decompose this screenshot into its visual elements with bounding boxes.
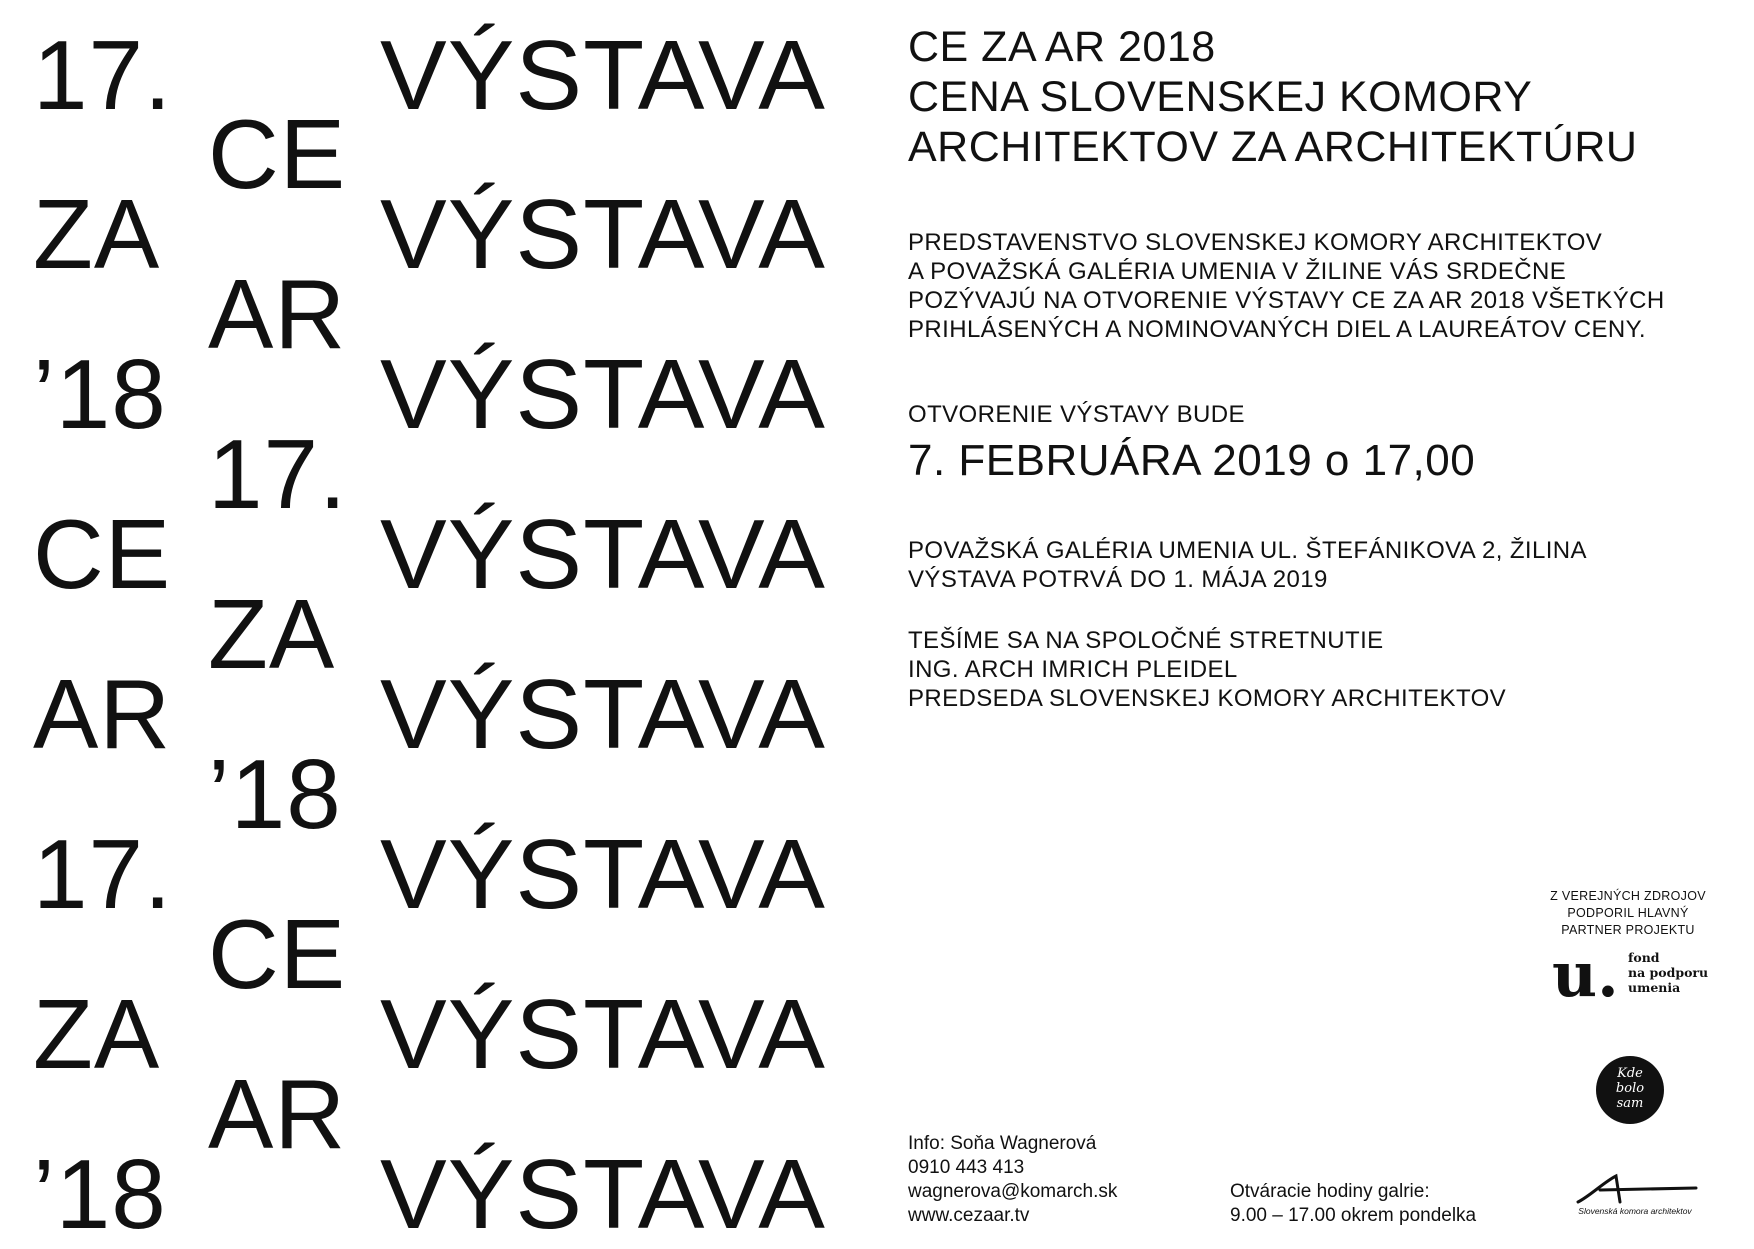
kde-bolo-logo — [1596, 1056, 1664, 1124]
contact-phone: 0910 443 413 — [908, 1157, 1025, 1178]
badge-line: sam — [1616, 1096, 1644, 1111]
graphic-word: ’18 — [208, 739, 342, 849]
graphic-word: ZA — [208, 579, 336, 689]
title-line: CE ZA AR 2018 — [908, 23, 1216, 71]
graphic-word: AR — [33, 659, 172, 769]
graphic-word: 17. — [33, 819, 173, 929]
fnpu-line: fond — [1628, 950, 1660, 965]
graphic-word: CE — [33, 499, 172, 609]
venue-text — [908, 536, 1587, 594]
closing-line: PREDSEDA SLOVENSKEJ KOMORY ARCHITEKTOV — [908, 685, 1507, 712]
ska-caption: Slovenská komora architektov — [1578, 1206, 1692, 1216]
title-line: CENA SLOVENSKEJ KOMORY — [908, 73, 1533, 121]
contact-name: Info: Soňa Wagnerová — [908, 1133, 1097, 1154]
graphic-word: AR — [208, 259, 347, 369]
graphic-word: CE — [208, 899, 347, 1009]
invitation-line: PRIHLÁSENÝCH A NOMINOVANÝCH DIEL A LAUREÁTOV CENY. — [908, 316, 1646, 343]
support-line: PARTNER PROJEKTU — [1561, 923, 1695, 937]
graphic-word: ZA — [33, 979, 161, 1089]
graphic-word: 17. — [208, 419, 348, 529]
support-note — [1528, 888, 1728, 939]
graphic-word: CE — [208, 99, 347, 209]
invitation-line: PREDSTAVENSTVO SLOVENSKEJ KOMORY ARCHITEKTOV — [908, 229, 1603, 256]
contact-email[interactable]: wagnerova@komarch.sk — [908, 1181, 1118, 1202]
ska-mark-icon — [1570, 1172, 1700, 1206]
vystava-word: VÝSTAVA — [380, 499, 826, 609]
badge-line: Kde — [1617, 1066, 1643, 1081]
opening-hours — [1230, 1180, 1476, 1228]
graphic-word: 17. — [33, 20, 173, 130]
hours-value: 9.00 – 17.00 okrem pondelka — [1230, 1205, 1477, 1226]
fnpu-wordmark — [1628, 950, 1708, 995]
closing-text — [908, 626, 1506, 713]
contact-website[interactable]: www.cezaar.tv — [908, 1205, 1030, 1226]
opening-label: OTVORENIE VÝSTAVY BUDE — [908, 401, 1245, 428]
invitation-line: A POVAŽSKÁ GALÉRIA UMENIA V ŽILINE VÁS SRDEČNE — [908, 258, 1567, 285]
vystava-word: VÝSTAVA — [380, 1139, 826, 1249]
support-line: PODPORIL HLAVNÝ — [1567, 906, 1689, 920]
fnpu-mark: u. — [1552, 938, 1619, 1011]
invitation-text — [908, 228, 1665, 344]
contact-info — [908, 1132, 1117, 1228]
opening-date: 7. FEBRUÁRA 2019 o 17,00 — [908, 436, 1476, 485]
support-line: Z VEREJNÝCH ZDROJOV — [1550, 889, 1706, 903]
vystava-word: VÝSTAVA — [380, 20, 826, 130]
vystava-word: VÝSTAVA — [380, 659, 826, 769]
graphic-word: ZA — [33, 179, 161, 289]
closing-line: ING. ARCH IMRICH PLEIDEL — [908, 656, 1238, 683]
page-title — [908, 22, 1637, 172]
graphic-word: AR — [208, 1059, 347, 1169]
fnpu-line: umenia — [1628, 980, 1681, 995]
badge-text — [1596, 1066, 1664, 1111]
venue-line: POVAŽSKÁ GALÉRIA UMENIA UL. ŠTEFÁNIKOVA 2, ŽILINA — [908, 537, 1587, 564]
graphic-word: ’18 — [33, 339, 167, 449]
hours-label: Otváracie hodiny galrie: — [1230, 1181, 1430, 1202]
title-line: ARCHITEKTOV ZA ARCHITEKTÚRU — [908, 123, 1638, 171]
vystava-word: VÝSTAVA — [380, 979, 826, 1089]
ska-logo — [1570, 1172, 1700, 1216]
venue-line: VÝSTAVA POTRVÁ DO 1. MÁJA 2019 — [908, 566, 1328, 593]
vystava-word: VÝSTAVA — [380, 819, 826, 929]
vystava-word: VÝSTAVA — [380, 179, 826, 289]
graphic-word: ’18 — [33, 1139, 167, 1249]
badge-line: bolo — [1615, 1081, 1645, 1096]
invitation-line: POZÝVAJÚ NA OTVORENIE VÝSTAVY CE ZA AR 2018 VŠETKÝCH — [908, 287, 1665, 314]
fnpu-line: na podporu — [1628, 965, 1709, 980]
vystava-word: VÝSTAVA — [380, 339, 826, 449]
closing-line: TEŠÍME SA NA SPOLOČNÉ STRETNUTIE — [908, 627, 1384, 654]
